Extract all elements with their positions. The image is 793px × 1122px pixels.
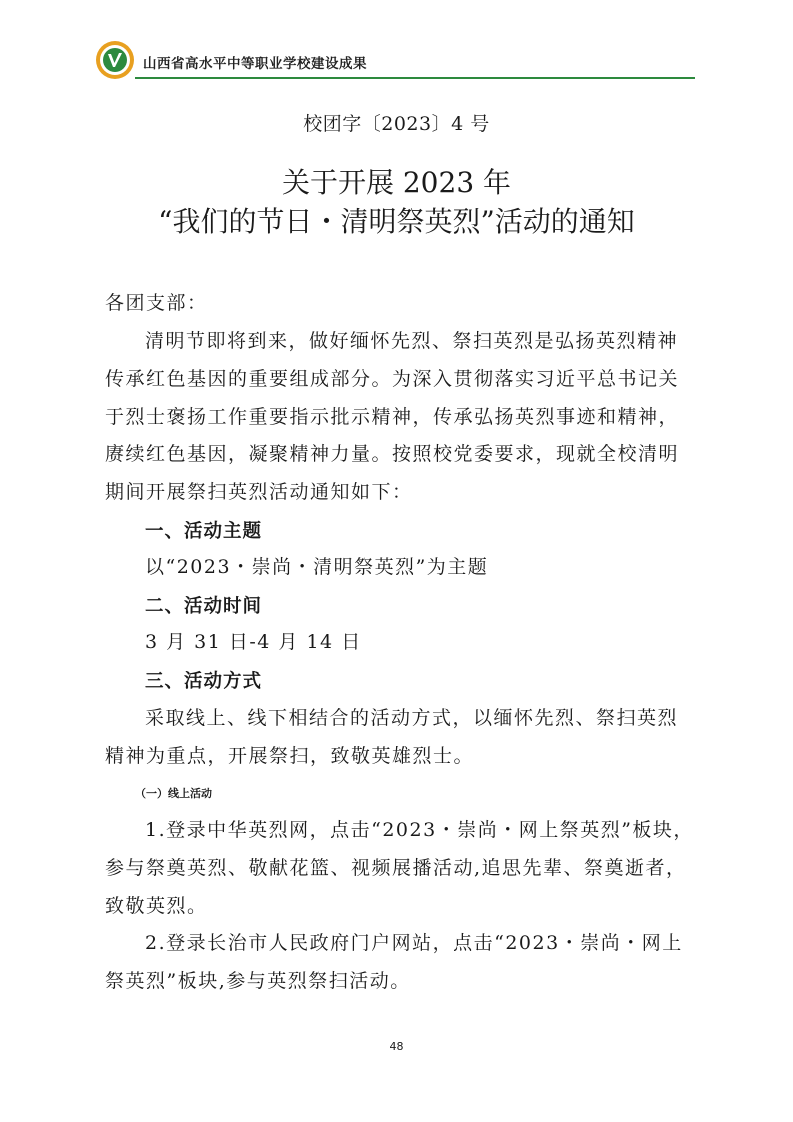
page-header	[95, 40, 695, 84]
header-rule	[135, 77, 695, 79]
school-logo-icon	[95, 40, 135, 80]
method-line: 采取线上、线下相结合的活动方式，以缅怀先烈、祭扫英烈	[145, 707, 679, 729]
online-subheading: （一）线上活动	[135, 787, 212, 800]
intro-line: 期间开展祭扫英烈活动通知如下：	[105, 481, 413, 503]
section-heading-method: 三、活动方式	[145, 671, 263, 692]
document-title-line-1: 关于开展 2023 年	[281, 166, 512, 199]
time-text: 3 月 31 日-4 月 14 日	[145, 631, 362, 653]
page-number: 48	[389, 1040, 404, 1053]
intro-line: 清明节即将到来，做好缅怀先烈、祭扫英烈是弘扬英烈精神	[145, 330, 679, 352]
online-item-1-line: 致敬英烈。	[105, 895, 208, 917]
method-line: 精神为重点，开展祭扫，致敬英雄烈士。	[105, 745, 475, 767]
online-item-2-line: 2.登录长治市人民政府门户网站，点击“2023・崇尚・网上	[145, 932, 683, 954]
intro-line: 于烈士褒扬工作重要指示批示精神，传承弘扬英烈事迹和精神，	[105, 406, 680, 428]
online-item-1-line: 1.登录中华英烈网，点击“2023・崇尚・网上祭英烈”板块，	[145, 819, 694, 841]
document-title-line-2: “我们的节日・清明祭英烈”活动的通知	[158, 205, 635, 238]
salutation: 各团支部：	[105, 292, 208, 314]
section-heading-theme: 一、活动主题	[145, 521, 263, 542]
section-heading-time: 二、活动时间	[145, 596, 263, 617]
theme-text: 以“2023・崇尚・清明祭英烈”为主题	[145, 556, 489, 578]
intro-line: 赓续红色基因，凝聚精神力量。按照校党委要求，现就全校清明	[105, 443, 680, 465]
document-number: 校团字〔2023〕4 号	[303, 113, 490, 135]
intro-line: 传承红色基因的重要组成部分。为深入贯彻落实习近平总书记关	[105, 368, 680, 390]
online-item-1-line: 参与祭奠英烈、敬献花篮、视频展播活动,追思先辈、祭奠逝者，	[105, 857, 687, 879]
header-title: 山西省高水平中等职业学校建设成果	[143, 56, 367, 72]
online-item-2-line: 祭英烈”板块,参与英烈祭扫活动。	[105, 970, 411, 992]
